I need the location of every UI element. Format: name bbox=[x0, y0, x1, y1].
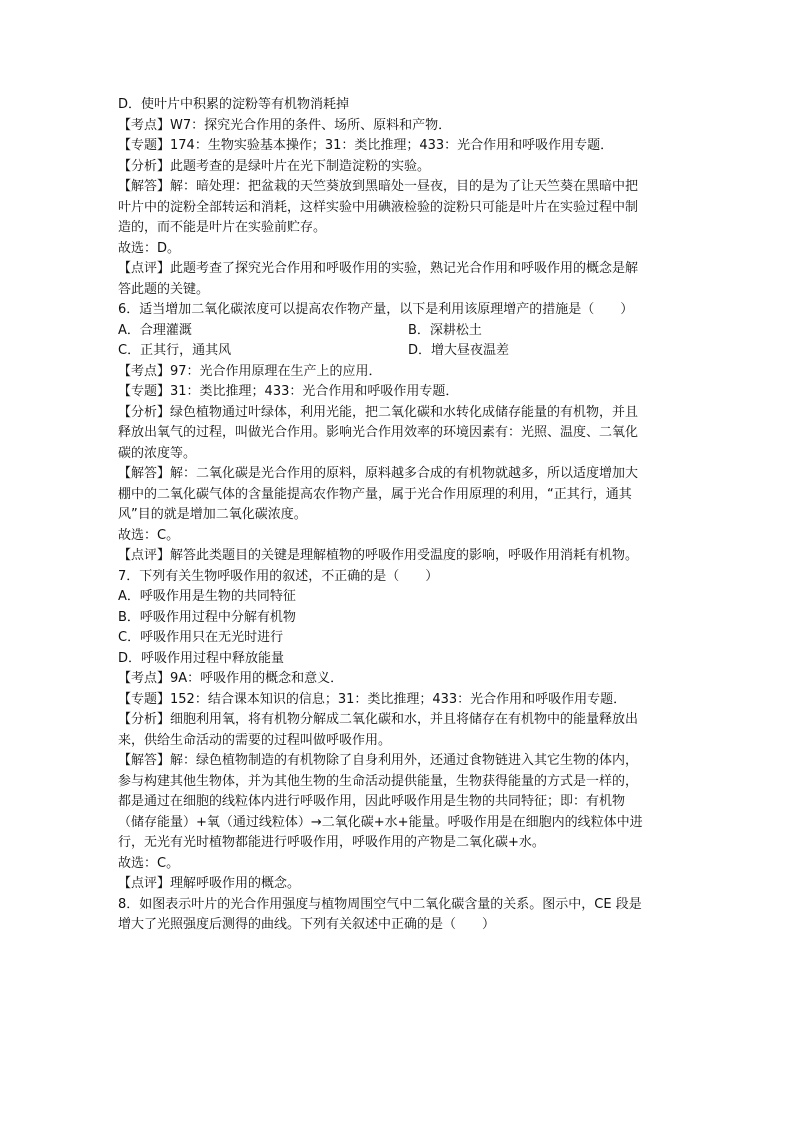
q6-jieda-line: 棚中的二氧化碳气体的含量能提高农作物产量，属于光合作用原理的利用，“正其行，通其 bbox=[118, 486, 632, 502]
q5-dianping-line: 【点评】此题考查了探究光合作用和呼吸作用的实验，熟记光合作用和呼吸作用的概念是解 bbox=[118, 261, 639, 276]
q6-option-a: A．合理灌溉 bbox=[118, 322, 192, 338]
q7-jieda-line: 行，无光有光时植物都能进行呼吸作用，呼吸作用的产物是二氧化碳+水。 bbox=[118, 835, 545, 850]
q7-dianping: 【点评】理解呼吸作用的概念。 bbox=[118, 876, 301, 891]
q7-zhuanti: 【专题】152：结合课本知识的信息；31：类比推理；433：光合作用和呼吸作用专题． bbox=[118, 691, 627, 707]
q6-fenxi-line: 释放出氧气的过程，叫做光合作用。影响光合作用效率的环境因素有：光照、温度、二氧化 bbox=[118, 425, 639, 440]
q5-jieda-line: 造的，而不能是叶片在实验前贮存。 bbox=[118, 220, 327, 235]
q6-answer: 故选：C。 bbox=[118, 527, 180, 543]
q7-option-a: A．呼吸作用是生物的共同特征 bbox=[118, 589, 296, 604]
q6-kaodian: 【考点】97：光合作用原理在生产上的应用． bbox=[118, 363, 382, 379]
q6-option-d: D．增大昼夜温差 bbox=[408, 343, 510, 358]
q6-stem: 6．适当增加二氧化碳浓度可以提高农作物产量，以下是利用该原理增产的措施是（ ） bbox=[118, 302, 634, 317]
q6-fenxi-line: 【分析】绿色植物通过叶绿体，利用光能，把二氧化碳和水转化成储存能量的有机物，并且 bbox=[118, 404, 639, 420]
q5-zhuanti: 【专题】174：生物实验基本操作；31：类比推理；433：光合作用和呼吸作用专题． bbox=[118, 138, 614, 153]
q6-option-c: C．正其行，通其风 bbox=[118, 343, 232, 358]
q5-dianping-line: 答此题的关键。 bbox=[118, 281, 210, 297]
q7-option-c: C．呼吸作用只在无光时进行 bbox=[118, 630, 284, 645]
q7-jieda-line: 参与构建其他生物体，并为其他生物的生命活动提供能量，生物获得能量的方式是一样的， bbox=[118, 773, 639, 789]
q7-answer: 故选：C。 bbox=[118, 855, 180, 871]
q6-options-row bbox=[118, 341, 678, 362]
q7-jieda-line: 【解答】解：绿色植物制造的有机物除了自身利用外，还通过食物链进入其它生物的体内， bbox=[118, 753, 639, 768]
q6-jieda-line: 风”目的就是增加二氧化碳浓度。 bbox=[118, 507, 307, 522]
q7-option-d: D．呼吸作用过程中释放能量 bbox=[118, 650, 285, 666]
q5-answer: 故选：D。 bbox=[118, 240, 181, 256]
q6-option-b: B．深耕松土 bbox=[408, 322, 482, 338]
q7-jieda-line: 都是通过在细胞的线粒体内进行呼吸作用，因此呼吸作用是生物的共同特征；即：有机物 bbox=[118, 794, 626, 809]
q7-stem: 7．下列有关生物呼吸作用的叙述，不正确的是（ ） bbox=[118, 568, 439, 584]
q6-zhuanti: 【专题】31：类比推理；433：光合作用和呼吸作用专题． bbox=[118, 384, 459, 399]
q6-fenxi-line: 碳的浓度等。 bbox=[118, 445, 197, 461]
q5-fenxi: 【分析】此题考查的是绿叶片在光下制造淀粉的实验。 bbox=[118, 158, 431, 174]
q8-stem-line: 增大了光照强度后测得的曲线。下列有关叙述中正确的是（ ） bbox=[118, 917, 496, 932]
q6-options-row bbox=[118, 321, 678, 342]
q6-dianping: 【点评】解答此类题目的关键是理解植物的呼吸作用受温度的影响，呼吸作用消耗有机物。 bbox=[118, 548, 639, 563]
q7-jieda-line: （储存能量）+氧（通过线粒体）→二氧化碳+水+能量。呼吸作用是在细胞内的线粒体中进 bbox=[118, 814, 643, 830]
q7-fenxi-line: 来，供给生命活动的需要的过程叫做呼吸作用。 bbox=[118, 732, 392, 748]
document-body bbox=[118, 95, 678, 936]
q7-option-b: B．呼吸作用过程中分解有机物 bbox=[118, 609, 296, 625]
q5-option-d: D．使叶片中积累的淀粉等有机物消耗掉 bbox=[118, 97, 350, 112]
q7-kaodian: 【考点】9A：呼吸作用的概念和意义． bbox=[118, 671, 344, 686]
q5-jieda-line: 叶片中的淀粉全部转运和消耗，这样实验中用碘液检验的淀粉只可能是叶片在实验过程中制 bbox=[118, 199, 639, 215]
q5-kaodian: 【考点】W7：探究光合作用的条件、场所、原料和产物． bbox=[118, 117, 452, 133]
q5-jieda-line: 【解答】解：暗处理：把盆栽的天竺葵放到黑暗处一昼夜，目的是为了让天竺葵在黑暗中把 bbox=[118, 179, 639, 194]
q8-stem-line: 8．如图表示叶片的光合作用强度与植物周围空气中二氧化碳含量的关系。图示中，CE 段是 bbox=[118, 896, 642, 912]
q7-fenxi-line: 【分析】细胞利用氧，将有机物分解成二氧化碳和水，并且将储存在有机物中的能量释放出 bbox=[118, 712, 639, 727]
q6-jieda-line: 【解答】解：二氧化碳是光合作用的原料，原料越多合成的有机物就越多，所以适度增加大 bbox=[118, 466, 639, 481]
